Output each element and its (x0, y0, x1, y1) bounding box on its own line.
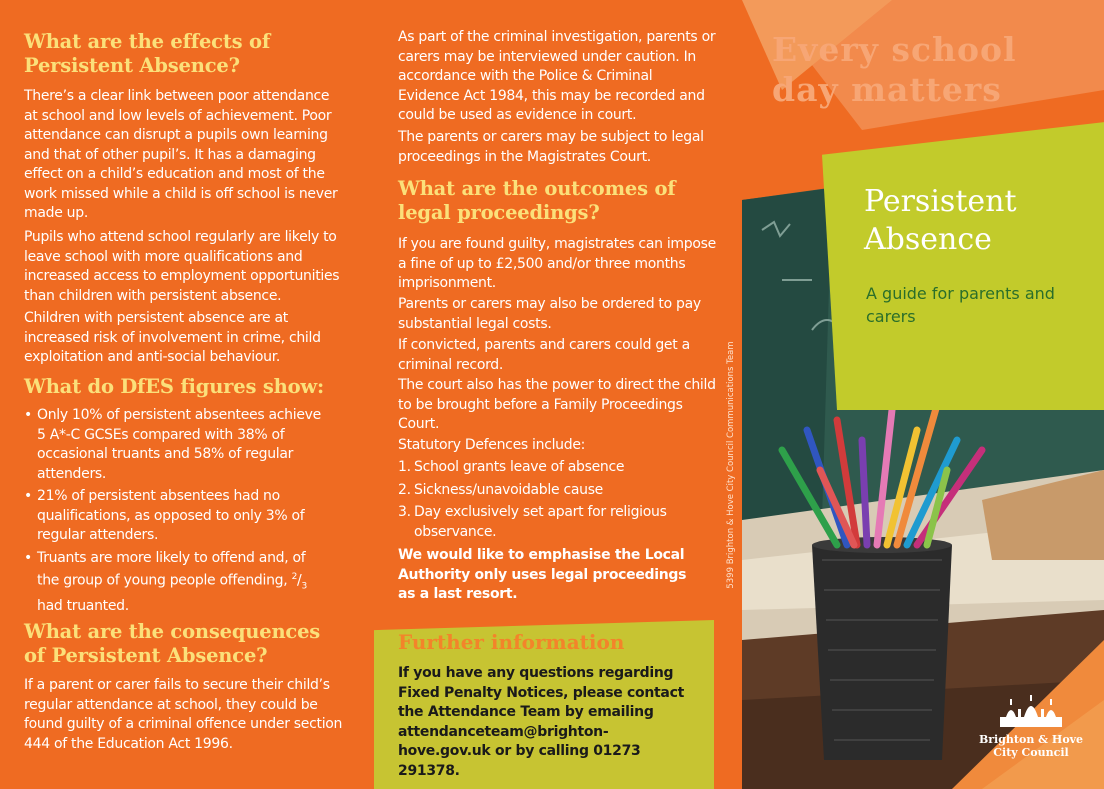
effects-paragraph-2: Pupils who attend school regularly are likely to leave school with more qualifications and increased access to employment opportunities than children with persistent absence. (24, 229, 340, 304)
cover-title-box (822, 120, 1104, 410)
list-item: 3. Day exclusively set apart for religious observance. (398, 504, 667, 540)
dfes-heading: What do DfES figures show: (24, 375, 324, 398)
emphasis-paragraph: We would like to emphasise the Local Authority only uses legal proceedings as a last resort. (398, 547, 687, 602)
consequences-heading: What are the consequences of Persistent Absence? (24, 620, 321, 667)
further-information-box (374, 620, 714, 789)
consequences-paragraph: If a parent or carer fails to secure their child’s regular attendance at school, they could be found guilty of a criminal offence under section 444 of the Education Act 1996. (24, 677, 343, 752)
council-name: Brighton & Hove City Council (978, 733, 1084, 759)
list-item: • Truants are more likely to offend and, of the group of young people offending, $^2/_3$ had truanted. (24, 549, 307, 614)
print-credit: 5399 Brighton & Hove City Council Communications Team (726, 341, 736, 589)
effects-heading: What are the effects of Persistent Absence? (24, 30, 271, 77)
list-item: • 21% of persistent absentees had no qualifications, as opposed to only 3% of regular attenders. (24, 488, 305, 543)
outcome-family-court: The court also has the power to direct the child to be brought before a Family Proceedings Court. (398, 377, 716, 432)
outcome-fine: If you are found guilty, magistrates can impose a fine of up to £2,500 and/or three months imprisonment. (398, 236, 716, 291)
panel-inside-right (370, 0, 742, 789)
list-item: 1. School grants leave of absence (398, 459, 625, 475)
outcome-costs: Parents or carers may also be ordered to pay substantial legal costs. (398, 296, 701, 332)
further-information-heading: Further information (398, 630, 625, 654)
cover-subtitle: A guide for parents and carers (866, 284, 1055, 326)
outcome-record: If convicted, parents and carers could get a criminal record. (398, 337, 690, 373)
cover-title-background (822, 120, 1104, 410)
list-item: 2. Sickness/unavoidable cause (398, 481, 604, 498)
list-item: • Only 10% of persistent absentees achieve 5 A*-C GCSEs compared with 38% of occasional truants and 58% of regular attenders. (24, 407, 321, 482)
royal-pavilion-icon (996, 695, 1066, 729)
investigation-paragraph: As part of the criminal investigation, parents or carers may be interviewed under caution. In accordance with the Police & Criminal Evidence Act 1984, this may be recorded and could be used as evidence in court. (398, 29, 716, 123)
defences-list (398, 458, 718, 545)
defences-title: Statutory Defences include: (398, 437, 586, 453)
magistrates-paragraph: The parents or carers may be subject to legal proceedings in the Magistrates Court. (398, 129, 704, 165)
cover-title: Persistent Absence (864, 184, 1017, 257)
fraction-denominator: 3 (301, 581, 307, 592)
dfes-list (24, 406, 329, 619)
effects-paragraph-3: Children with persistent absence are at increased risk of involvement in crime, child exploitation and anti-social behaviour. (24, 310, 321, 365)
further-information-text: If you have any questions regarding Fixed Penalty Notices, please contact the Attendance Team by emailing attendanceteam@brighton-hove.gov.uk or by calling 01273 291378. (398, 665, 684, 779)
cover-tagline: Every school day matters (772, 30, 1017, 109)
panel-inside-left (0, 0, 370, 789)
panel-cover (742, 0, 1104, 789)
outcomes-heading: What are the outcomes of legal proceedings? (398, 177, 676, 224)
effects-paragraph-1: There’s a clear link between poor attendance at school and low levels of achievement. Poor attendance can disrupt a pupils own learning and that of other pupil’s. It has a damaging effect on a child’s education and most of the work missed while a child is off school is never made up. (24, 88, 338, 221)
council-logo (976, 695, 1086, 759)
fraction-numerator: 2 (291, 572, 298, 582)
